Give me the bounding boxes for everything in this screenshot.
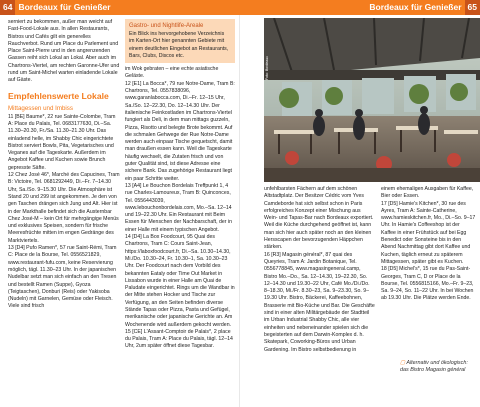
- entry-la-bocca: 12 [E1] La Bocca*, 79 rue Notre-Dame, Tram B: Chartrons, Tel. 0557838096, www.garanlabocca.com, Di.–Fr. 12–15 Uhr, Sa./So. 12–22.30, Do. 12–14.30 Uhr. Der italienische Feinkostladen im Chartrons-Viertel fungiert als Deli, in dem man mittags guzzeln, Pizza, Risotto und belegte Brote bekommt. Auf die schmalen Gehwege der Rue Notre-Dame werden auch einpaar Tische gequetscht, damit man draußen essen kann. Weil die Tageskarte häufig wechselt, die Zutaten frisch und von guter Qualität sind, ist diese Adresse eine sichere Bank. Das zugehörige Restaurant liegt ein paar Schritte weiter.: [125, 80, 235, 182]
- continued-text-col4: einem ehemaligen Ausgaben für Kaffee, Bier oder Essen.: [381, 186, 474, 200]
- right-column-3: [264, 186, 375, 354]
- continued-text: im Wok gebraten – eine echte asiatische Geläste.: [125, 66, 219, 80]
- left-running-title: Bordeaux für Genießer: [18, 2, 111, 12]
- nightlife-info-box: [125, 19, 235, 63]
- entry-magasin-general: 16 [R3] Magasin général*, 87 quai des Queyries, Tram A: Jardin Botanique, Tel. 0556778845, www.magasingeneral.camp, Bistro Mo.–Do., Sa. 12–14.30, 19–22.30, So. 12–14.30 und 19.30–22 Uhr, Café Mo./Di./Do. 8–18.30, Mi./Fr. 8.30–23, Sa. 9–23.30, So. 9–19.30 Uhr. Bistro, Bäckerei, Kaffeebohnen, Brasserie mit Bio-Küche und Bar. Die Geschäfte sind in einer alten Militärgebäude der Stadtteil im Urban Industrial Shabby Chic, alle vier einheiten und nebeneinander spielen sich die begeisterten auf dem Darwin-Komplex d. h. Skatepark, Coworking-Büros und Urban Gardening. Im Bistro selbstbedienung in: [264, 251, 375, 353]
- left-page-number: 64: [0, 0, 15, 15]
- nightlife-box-title: Gastro- und Nightlife-Areale: [129, 23, 204, 29]
- left-column-1: [8, 19, 121, 311]
- entry-hamies-kitchen: 17 [D5] Hamie's Kitchen*, 30 rue des Ayres, Tram A: Sainte-Catherine, www.hamieskitchen.fr, Mo., Di.–So. 9–17 Uhr. In Hamie's Coffeeshop ist der Kaffee in einer Frühstück auf bei Egg Benedict oder Sonsteine bis in den Abend Nachmittag gibt dort Kaffee und Kuchen, täglich erneut zu späterem Mittagessen, später gibt es Kuchen.: [381, 200, 476, 265]
- nightlife-box-text: Ein Blick ins hervorgehobene Verzeichnis im Karten-Ort hier genannten Gebiete mit einem deutlichen Eingebot an Restaurants, Bars, Clubs, Discos etc.: [129, 31, 229, 59]
- intro-paragraph: serniert zu bekommen, außer man weicht auf Fast-Food-Lokale aus. In allen Restaurants, Bistros und Cafés gilt ein generelles Rauchverbot. Rund um Place du Parlement und Place Saint-Pierre und in den angrenzenden Gassen reiht sich Lokal an Lokal. Aber auch im Chartrons-Viertel, am rechten Garonne-Ufer und rund um Saint-Michel warten einladende Lokale auf Gäste.: [8, 19, 120, 84]
- right-page-header: [240, 0, 480, 15]
- entry-pufo-ramen: 13 [D4] Pufo Ramen*, 57 rue Saint-Rémi, Tram C: Place de la Bourse, Tel. 0556521829, www.restaurant-fufu.com, keine Reservierung möglich, tägl. 11.30–23 Uhr. In der japanischen Nudelbar setzt man sich einfach an den Tresen und bestellt Ramen (Suppe), Gyoza (Teigtaschen), Donburi (Reis) oder Yakisoba (Nudeln) mit Garnelen, Gemüse oder Fleisch. Viele sind frisch: [8, 245, 117, 310]
- bistro-photo: [264, 18, 480, 182]
- entry-assant: 15 [CE] L'Assant-Comptoir de Palais*, 2 place du Palais, Tram A: Place du Palais, tägl. 12–14 Uhr, 2um später öffnet diese Tagesbar.: [125, 328, 233, 350]
- entry-baume: 11 [BE] Baume*, 22 rue Sainte-Colombe, Tram A: Place du Palais, Tel. 0683177630, Di.–Sa. 11.30–20.30, Fr./Sa. 11.30–21.30 Uhr. Das einladend helle, im Shabby Chic eingerichtete Bistrot serviert Bowls, Pita, Vegetarisches und Veganes auf die Tageskarte. Außerdem im Angebot Kaffee und Kuchen sowie Brunch gepresste Säfte.: [8, 113, 116, 171]
- page-gutter: [239, 15, 240, 407]
- right-column-4: [381, 186, 476, 303]
- section-title-lokale: Empfehlenswerte Lokale: [8, 90, 109, 101]
- left-column-2: [125, 19, 235, 351]
- caption-icon: ▢: [400, 360, 407, 366]
- entry-la-box: 14 [D4] La Box Foodcourt, 95 Quai des Chartrons, Tram C: Cours Saint-Jean, https://laboxfoodcourt.fr, Di.–Sa. 10.30–14.30, Mi./Do. 10.30–24, Fr. 10.30–1, Sa. 10.30–23 Uhr. Der Foodcourt nach dem Vorbild des bekannten Eataly oder Time Out Market in Lissabon wurde in einer Halle am Quai de Paludate eingerichtet. Rings um die Wandbar in der Mitte stehen Hocker und Tische zur Verfügung, an den Seiten befinden diverse Stände Tapas oder Pizza, Pasta und Gefügel, merikanische oder japanische Gerichte an. Am Wochenende wird außerdem gekocht werden.: [125, 234, 235, 328]
- caption-text: Alternativ und ökologisch: das Bistro Magasin général: [400, 360, 468, 374]
- entry-bouchon: 13 [A4] Le Bouchon Bordelais Treffpunkt 1, 4 rue Charles-Lamoureux, Tram B: Quinconces, Tel. 0556443039, www.lebouchonbordelais.com, Mo.–Sa. 12–14 und 19–22.30 Uhr. Ein Restaurant mit Beim Essen für Menschen der Nachbarschaft, der in einer Halle mit einem typischen Angebot.: [125, 182, 232, 233]
- subsection-title-mittagessen: Mittagessen und Imbiss: [8, 104, 73, 112]
- paragraph-cedric: unfehlbarsten Fächern auf dem schönen Altstadtplatz. Der Besitzer Cédric vom Yves Camdeborde hat sich selbst schon in Paris erfolgreiches Konzept einer Mischung aus Wein- und Tapas-Bar nach Bordeaux exportiert. Weil die Küche durchgehend geöffnet ist, kann man sich hier auch später noch an den kleinen Hersscapen der bevorzugenden Häppchen stärken.: [264, 186, 374, 251]
- left-page-header: [0, 0, 240, 15]
- photo-caption: [400, 360, 476, 374]
- entry-chez-jose: 12 Chez José 46*, Marché des Capucines, Tram B: Victoire, Tel. 0681292449, Di.–Fr. 7–14.30 Uhr, Sa./So. 9–15.30 Uhr. Die Atmosphäre ist Stand 20 und 299 ist angekommen. Je den von gen Taschen drängen sich Jung und Alt. Hier ist in der Markthalle befindet sich die Austernbar Chez José-M – kein Ort für mehrgängige Menüs und exklusives Speisen, sondern für frische Meeresfrüchte mitten im engen Gedränge des Marktviertels.: [8, 172, 120, 244]
- right-page-number: 65: [465, 0, 480, 15]
- right-running-title: Bordeaux für Genießer: [369, 2, 462, 12]
- entry-michels: 18 [D5] Michel's*, 15 rue du Pas-Saint-Georges, Tram C, D or Place de la Bourse, Tel. 0556815166, Mo.–Fr. 9–23, Sa. 9–24, So. 11–22 Uhr. In bei Wochen ab 19.30 Uhr. Die Plätze werden Ende.: [381, 266, 474, 302]
- photo-credit: Foto: Bordeaux: [265, 56, 269, 80]
